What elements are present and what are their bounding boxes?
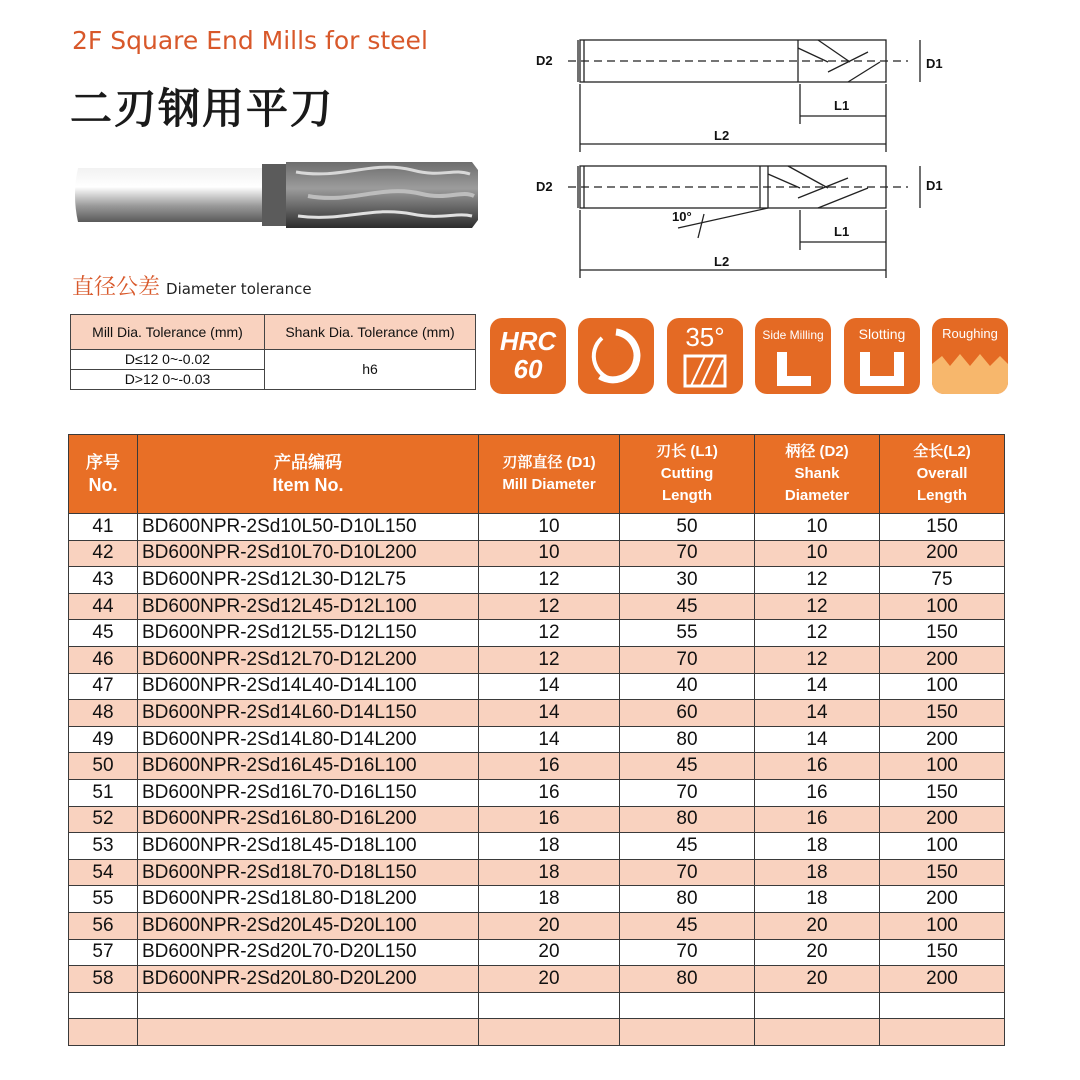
- cell-shank-diameter: 20: [755, 912, 880, 939]
- cell-cutting-length: 60: [620, 700, 755, 727]
- cell-mill-diameter: 14: [479, 700, 620, 727]
- cell-overall-length: 100: [880, 593, 1005, 620]
- cell-shank-diameter: 10: [755, 514, 880, 541]
- cell-overall-length: 200: [880, 726, 1005, 753]
- table-row: [69, 620, 1005, 647]
- cell-mill-diameter: 16: [479, 806, 620, 833]
- cell-mill-diameter: [479, 992, 620, 1019]
- table-row: [69, 700, 1005, 727]
- label-l1-bottom: L1: [834, 224, 850, 239]
- cell-item: BD600NPR-2Sd12L45-D12L100: [138, 593, 479, 620]
- cell-overall-length: 100: [880, 833, 1005, 860]
- cell-item: BD600NPR-2Sd20L70-D20L150: [138, 939, 479, 966]
- cell-item: BD600NPR-2Sd12L55-D12L150: [138, 620, 479, 647]
- roughing-icon: [932, 348, 1008, 394]
- cell-cutting-length: 70: [620, 859, 755, 886]
- cell-overall-length: 150: [880, 939, 1005, 966]
- cell-no: 49: [69, 726, 138, 753]
- cell-cutting-length: 45: [620, 593, 755, 620]
- cell-overall-length: 200: [880, 886, 1005, 913]
- table-row: [69, 753, 1005, 780]
- hrc-value: 60: [513, 354, 543, 384]
- cell-mill-diameter: 12: [479, 646, 620, 673]
- tolerance-heading: [72, 270, 312, 301]
- tolerance-heading-en: Diameter tolerance: [166, 280, 312, 298]
- cell-no: 47: [69, 673, 138, 700]
- cell-cutting-length: 80: [620, 726, 755, 753]
- cell-no: 44: [69, 593, 138, 620]
- side-milling-icon: [773, 350, 813, 388]
- cell-shank-diameter: 18: [755, 886, 880, 913]
- end-mill-photo: [72, 150, 480, 232]
- table-row: [69, 646, 1005, 673]
- table-row: [69, 833, 1005, 860]
- flutes-badge: [578, 318, 654, 394]
- table-row: [69, 859, 1005, 886]
- cell-mill-diameter: 16: [479, 779, 620, 806]
- cell-shank-diameter: 12: [755, 620, 880, 647]
- cell-shank-diameter: 12: [755, 646, 880, 673]
- cell-cutting-length: 80: [620, 966, 755, 993]
- cell-no: 43: [69, 567, 138, 594]
- cell-no: 41: [69, 514, 138, 541]
- cell-mill-diameter: 18: [479, 886, 620, 913]
- cell-shank-diameter: 14: [755, 673, 880, 700]
- cell-overall-length: 75: [880, 567, 1005, 594]
- helix-badge: [667, 318, 743, 394]
- cell-mill-diameter: 18: [479, 859, 620, 886]
- cell-overall-length: 200: [880, 540, 1005, 567]
- cell-item: BD600NPR-2Sd20L80-D20L200: [138, 966, 479, 993]
- cell-mill-diameter: 14: [479, 726, 620, 753]
- cell-shank-diameter: 18: [755, 833, 880, 860]
- cell-mill-diameter: 20: [479, 912, 620, 939]
- cell-overall-length: 200: [880, 646, 1005, 673]
- cell-cutting-length: 80: [620, 886, 755, 913]
- label-l1-top: L1: [834, 98, 850, 113]
- side-milling-badge: [755, 318, 831, 394]
- cell-mill-diameter: 20: [479, 939, 620, 966]
- cell-overall-length: 200: [880, 966, 1005, 993]
- label-l2-bottom: L2: [714, 254, 730, 269]
- cell-overall-length: 150: [880, 859, 1005, 886]
- roughing-label: Roughing: [942, 326, 998, 341]
- cell-mill-diameter: [479, 1019, 620, 1046]
- cell-mill-diameter: 12: [479, 567, 620, 594]
- cell-no: [69, 992, 138, 1019]
- table-row: [69, 992, 1005, 1019]
- cell-no: 57: [69, 939, 138, 966]
- table-row: [69, 939, 1005, 966]
- tol-col-mill: Mill Dia. Tolerance (mm): [71, 315, 265, 350]
- cell-no: 48: [69, 700, 138, 727]
- cell-overall-length: 150: [880, 779, 1005, 806]
- cell-mill-diameter: 20: [479, 966, 620, 993]
- cell-shank-diameter: [755, 992, 880, 1019]
- table-row: [69, 1019, 1005, 1046]
- cell-item: [138, 1019, 479, 1046]
- cell-mill-diameter: 10: [479, 540, 620, 567]
- cell-cutting-length: 45: [620, 912, 755, 939]
- cell-cutting-length: [620, 992, 755, 1019]
- cell-item: BD600NPR-2Sd14L60-D14L150: [138, 700, 479, 727]
- cell-no: 55: [69, 886, 138, 913]
- label-d2-bottom: D2: [536, 179, 553, 194]
- cell-no: 46: [69, 646, 138, 673]
- cell-cutting-length: 40: [620, 673, 755, 700]
- cell-cutting-length: 70: [620, 939, 755, 966]
- cell-item: BD600NPR-2Sd10L50-D10L150: [138, 514, 479, 541]
- table-row: [69, 966, 1005, 993]
- cell-overall-length: 150: [880, 700, 1005, 727]
- cell-overall-length: 200: [880, 806, 1005, 833]
- cell-cutting-length: 50: [620, 514, 755, 541]
- flutes-value: 2: [609, 342, 623, 369]
- hrc-badge: [490, 318, 566, 394]
- cell-overall-length: 100: [880, 753, 1005, 780]
- cell-item: BD600NPR-2Sd10L70-D10L200: [138, 540, 479, 567]
- helix-value: 35°: [685, 322, 725, 352]
- label-l2-top: L2: [714, 128, 730, 143]
- header-shank-diameter: 柄径 (D2) Shank Diameter: [755, 435, 880, 514]
- table-row: [69, 806, 1005, 833]
- cell-shank-diameter: 12: [755, 593, 880, 620]
- table-row: [69, 912, 1005, 939]
- cell-shank-diameter: 16: [755, 779, 880, 806]
- cell-cutting-length: [620, 1019, 755, 1046]
- cell-no: 42: [69, 540, 138, 567]
- cell-mill-diameter: 16: [479, 753, 620, 780]
- cell-shank-diameter: 12: [755, 567, 880, 594]
- cell-no: 54: [69, 859, 138, 886]
- cell-cutting-length: 55: [620, 620, 755, 647]
- cell-cutting-length: 70: [620, 540, 755, 567]
- cell-shank-diameter: 10: [755, 540, 880, 567]
- table-row: [69, 540, 1005, 567]
- title-english: 2F Square End Mills for steel: [72, 26, 428, 55]
- cell-item: [138, 992, 479, 1019]
- roughing-badge: [932, 318, 1008, 394]
- cell-item: BD600NPR-2Sd16L45-D16L100: [138, 753, 479, 780]
- tol-shank-value: h6: [265, 350, 476, 390]
- cell-overall-length: [880, 992, 1005, 1019]
- table-row: [69, 514, 1005, 541]
- cell-item: BD600NPR-2Sd14L80-D14L200: [138, 726, 479, 753]
- product-table: [68, 434, 1005, 1046]
- cell-shank-diameter: 16: [755, 806, 880, 833]
- header-item: 产品编码 Item No.: [138, 435, 479, 514]
- cell-overall-length: 150: [880, 514, 1005, 541]
- cell-no: 52: [69, 806, 138, 833]
- cell-cutting-length: 80: [620, 806, 755, 833]
- cell-shank-diameter: 16: [755, 753, 880, 780]
- header-no: 序号 No.: [69, 435, 138, 514]
- cell-item: BD600NPR-2Sd18L70-D18L150: [138, 859, 479, 886]
- slotting-label: Slotting: [858, 326, 906, 342]
- header-cutting-length: 刃长 (L1) Cutting Length: [620, 435, 755, 514]
- cell-item: BD600NPR-2Sd12L30-D12L75: [138, 567, 479, 594]
- helix-icon: [683, 354, 727, 388]
- cell-no: 58: [69, 966, 138, 993]
- cell-cutting-length: 45: [620, 753, 755, 780]
- cell-no: 56: [69, 912, 138, 939]
- table-row: [69, 779, 1005, 806]
- title-chinese: 二刃钢用平刀: [70, 84, 335, 133]
- label-d1-top: D1: [926, 56, 943, 71]
- cell-mill-diameter: 18: [479, 833, 620, 860]
- cell-cutting-length: 45: [620, 833, 755, 860]
- hrc-label: HRC: [499, 326, 557, 356]
- table-row: [69, 567, 1005, 594]
- cell-mill-diameter: 12: [479, 620, 620, 647]
- cell-overall-length: 100: [880, 673, 1005, 700]
- cell-cutting-length: 30: [620, 567, 755, 594]
- cell-item: BD600NPR-2Sd12L70-D12L200: [138, 646, 479, 673]
- tol-col-shank: Shank Dia. Tolerance (mm): [265, 315, 476, 350]
- side-milling-label: Side Milling: [762, 328, 824, 342]
- cell-no: 45: [69, 620, 138, 647]
- tol-row-2: D>12 0~-0.03: [71, 370, 265, 390]
- cell-mill-diameter: 10: [479, 514, 620, 541]
- table-row: [69, 593, 1005, 620]
- cell-no: 53: [69, 833, 138, 860]
- label-angle: 10°: [672, 209, 692, 224]
- cell-item: BD600NPR-2Sd20L45-D20L100: [138, 912, 479, 939]
- cell-overall-length: [880, 1019, 1005, 1046]
- cell-cutting-length: 70: [620, 646, 755, 673]
- header-overall-length: 全长(L2) Overall Length: [880, 435, 1005, 514]
- cell-shank-diameter: 18: [755, 859, 880, 886]
- table-row: [69, 726, 1005, 753]
- cell-shank-diameter: 14: [755, 700, 880, 727]
- table-row: [69, 673, 1005, 700]
- product-table-header: [69, 435, 1005, 514]
- cell-item: BD600NPR-2Sd18L45-D18L100: [138, 833, 479, 860]
- cell-no: 50: [69, 753, 138, 780]
- tolerance-heading-zh: 直径公差: [72, 275, 161, 300]
- cell-no: 51: [69, 779, 138, 806]
- tolerance-table: [70, 314, 476, 390]
- label-d1-bottom: D1: [926, 178, 943, 193]
- cell-shank-diameter: 20: [755, 966, 880, 993]
- cell-overall-length: 100: [880, 912, 1005, 939]
- cell-item: BD600NPR-2Sd16L70-D16L150: [138, 779, 479, 806]
- cell-shank-diameter: 14: [755, 726, 880, 753]
- cell-item: BD600NPR-2Sd18L80-D18L200: [138, 886, 479, 913]
- cell-shank-diameter: 20: [755, 939, 880, 966]
- slotting-icon: [858, 350, 906, 388]
- cell-item: BD600NPR-2Sd16L80-D16L200: [138, 806, 479, 833]
- cell-mill-diameter: 12: [479, 593, 620, 620]
- table-row: [69, 886, 1005, 913]
- cell-cutting-length: 70: [620, 779, 755, 806]
- cell-overall-length: 150: [880, 620, 1005, 647]
- label-d2-top: D2: [536, 53, 553, 68]
- tol-row-1: D≤12 0~-0.02: [71, 350, 265, 370]
- cell-shank-diameter: [755, 1019, 880, 1046]
- cell-no: [69, 1019, 138, 1046]
- header-mill-diameter: 刃部直径 (D1) Mill Diameter: [479, 435, 620, 514]
- cell-mill-diameter: 14: [479, 673, 620, 700]
- dimension-diagram: [528, 28, 968, 290]
- cell-item: BD600NPR-2Sd14L40-D14L100: [138, 673, 479, 700]
- slotting-badge: [844, 318, 920, 394]
